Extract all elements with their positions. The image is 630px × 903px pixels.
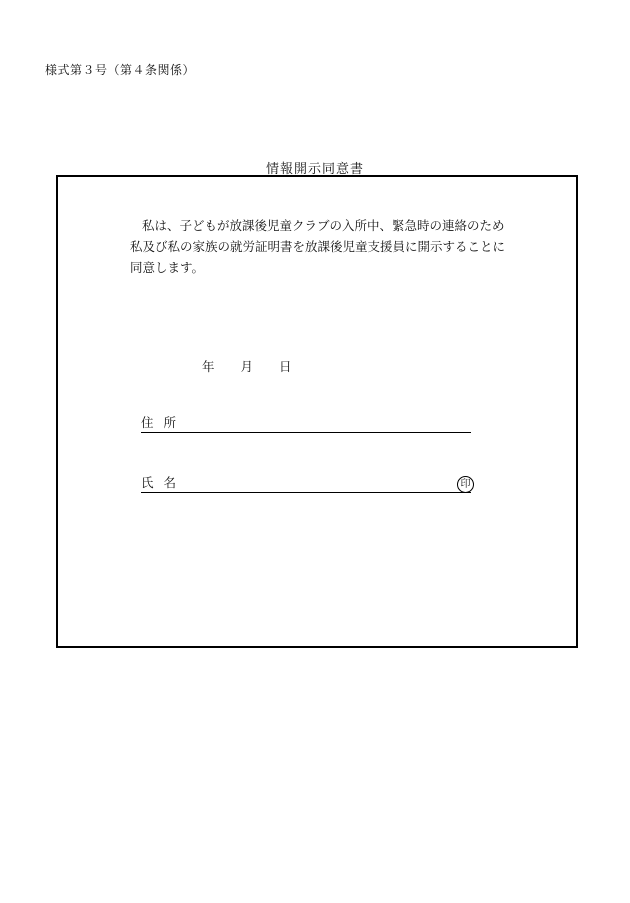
name-field[interactable] xyxy=(141,474,471,493)
seal-icon: 印 xyxy=(457,476,474,493)
name-label: 氏名 xyxy=(141,475,187,490)
consent-line: 私及び私の家族の就労証明書を放課後児童支援員に開示することに xyxy=(130,239,506,254)
address-field[interactable] xyxy=(141,414,471,433)
address-label: 住所 xyxy=(141,415,187,430)
date-day-label: 日 xyxy=(279,359,292,374)
consent-line: 同意します。 xyxy=(130,260,205,275)
date-field[interactable] xyxy=(202,357,292,375)
document-title: 情報開示同意書 xyxy=(265,162,364,177)
form-number: 様式第３号（第４条関係） xyxy=(45,63,196,77)
consent-form-frame xyxy=(56,175,578,648)
date-month-label: 月 xyxy=(240,359,254,374)
date-year-label: 年 xyxy=(202,359,215,374)
consent-line: 私は、子どもが放課後児童クラブの入所中、緊急時の連絡のため xyxy=(142,218,505,233)
consent-statement xyxy=(130,215,530,278)
